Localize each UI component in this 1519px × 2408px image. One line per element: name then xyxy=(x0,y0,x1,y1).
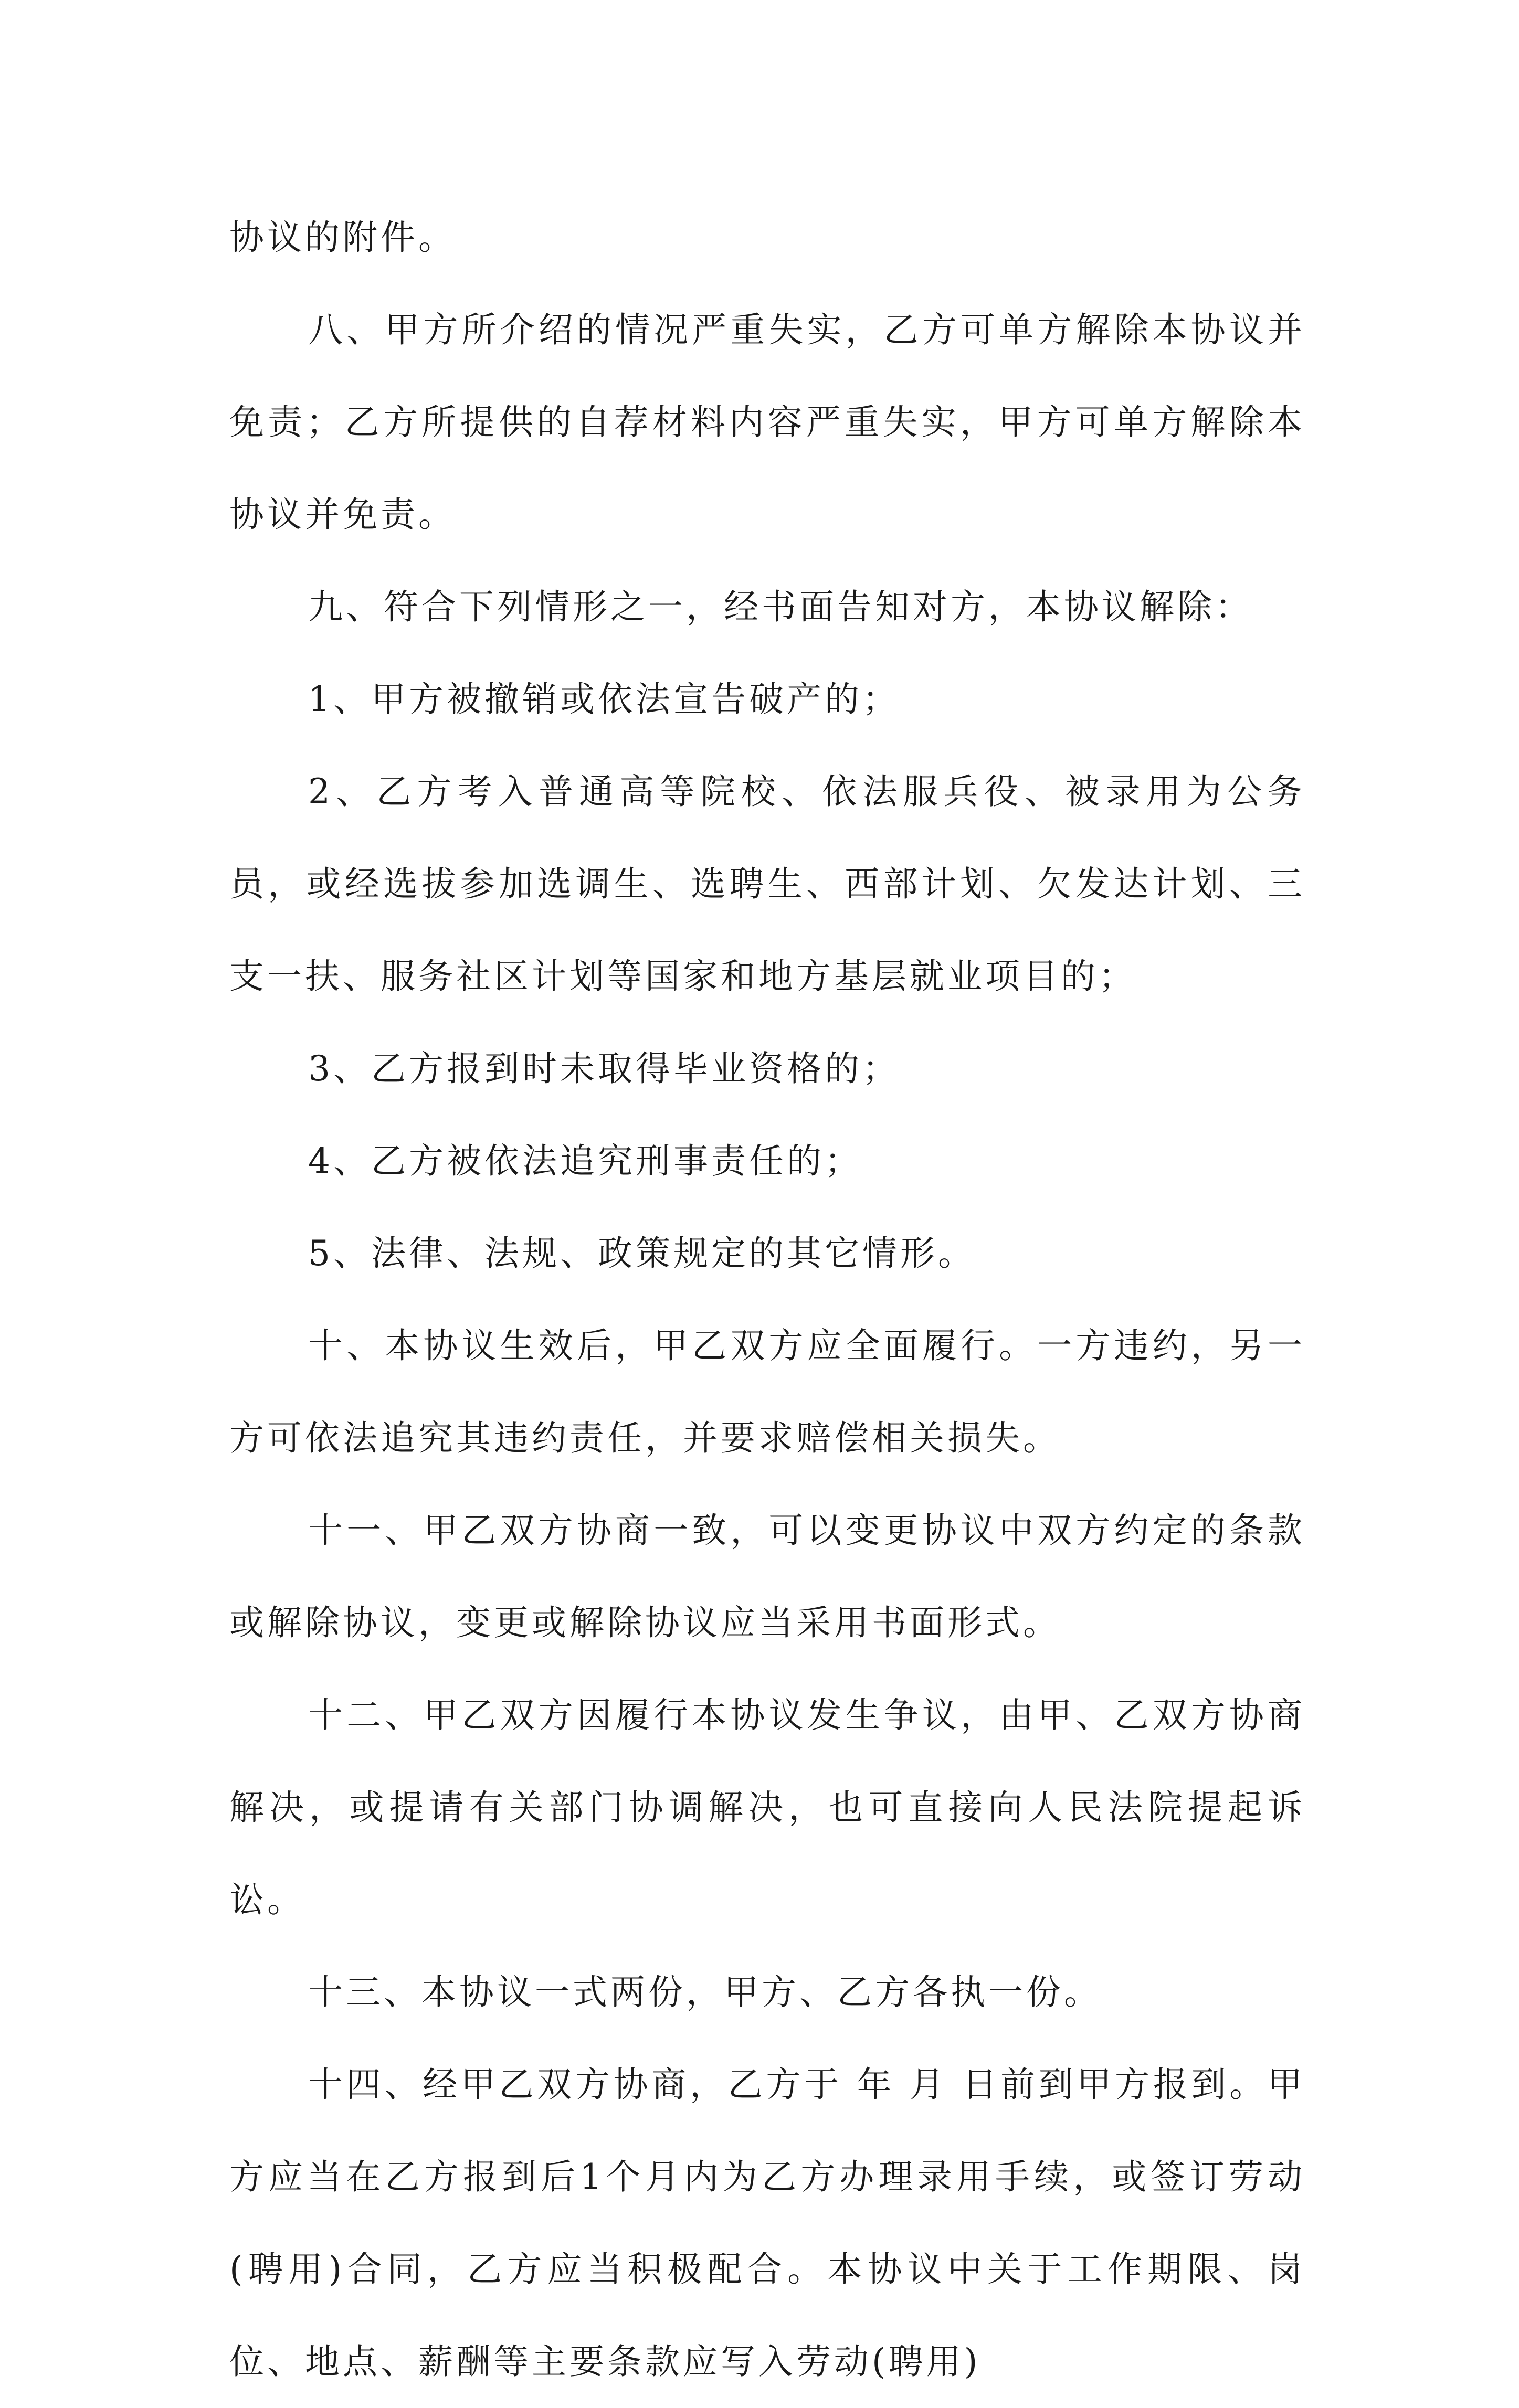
document-body xyxy=(229,192,1305,2408)
paragraph-clause-12: 十二、甲乙双方因履行本协议发生争议，由甲、乙双方协商解决，或提请有关部门协调解决，也可直接向人民法院提起诉讼。 xyxy=(229,1695,1305,1920)
paragraph-clause-9-item-3: 3、乙方报到时未取得毕业资格的； xyxy=(308,1048,900,1089)
paragraph-clause-10: 十、本协议生效后，甲乙双方应全面履行。一方违约，另一方可依法追究其违约责任，并要求赔偿相关损失。 xyxy=(229,1325,1305,1458)
paragraph-clause-14: 十四、经甲乙双方协商，乙方于 年 月 日前到甲方报到。甲方应当在乙方报到后1个月内为乙方办理录用手续，或签订劳动(聘用)合同，乙方应当积极配合。本协议中关于工作期限、岗位、地点、薪酬等主要条款应写入劳动(聘用) xyxy=(229,2064,1305,2382)
paragraph-annex-continuation: 协议的附件。 xyxy=(229,217,456,258)
paragraph-clause-9: 九、符合下列情形之一，经书面告知对方，本协议解除： xyxy=(308,587,1253,627)
paragraph-clause-11: 十一、甲乙双方协商一致，可以变更协议中双方约定的条款或解除协议，变更或解除协议应当采用书面形式。 xyxy=(229,1510,1305,1643)
paragraph-clause-8: 八、甲方所介绍的情况严重失实，乙方可单方解除本协议并免责；乙方所提供的自荐材料内容严重失实，甲方可单方解除本协议并免责。 xyxy=(229,310,1305,535)
paragraph-clause-9-item-1: 1、甲方被撤销或依法宣告破产的； xyxy=(308,679,900,719)
paragraph-clause-9-item-4: 4、乙方被依法追究刑事责任的； xyxy=(308,1141,862,1181)
paragraph-clause-9-item-2: 2、乙方考入普通高等院校、依法服兵役、被录用为公务员，或经选拔参加选调生、选聘生、西部计划、欠发达计划、三支一扶、服务社区计划等国家和地方基层就业项目的； xyxy=(229,771,1305,996)
paragraph-clause-13: 十三、本协议一式两份，甲方、乙方各执一份。 xyxy=(308,1972,1102,2012)
paragraph-clause-9-item-5: 5、法律、法规、政策规定的其它情形。 xyxy=(308,1233,976,1274)
